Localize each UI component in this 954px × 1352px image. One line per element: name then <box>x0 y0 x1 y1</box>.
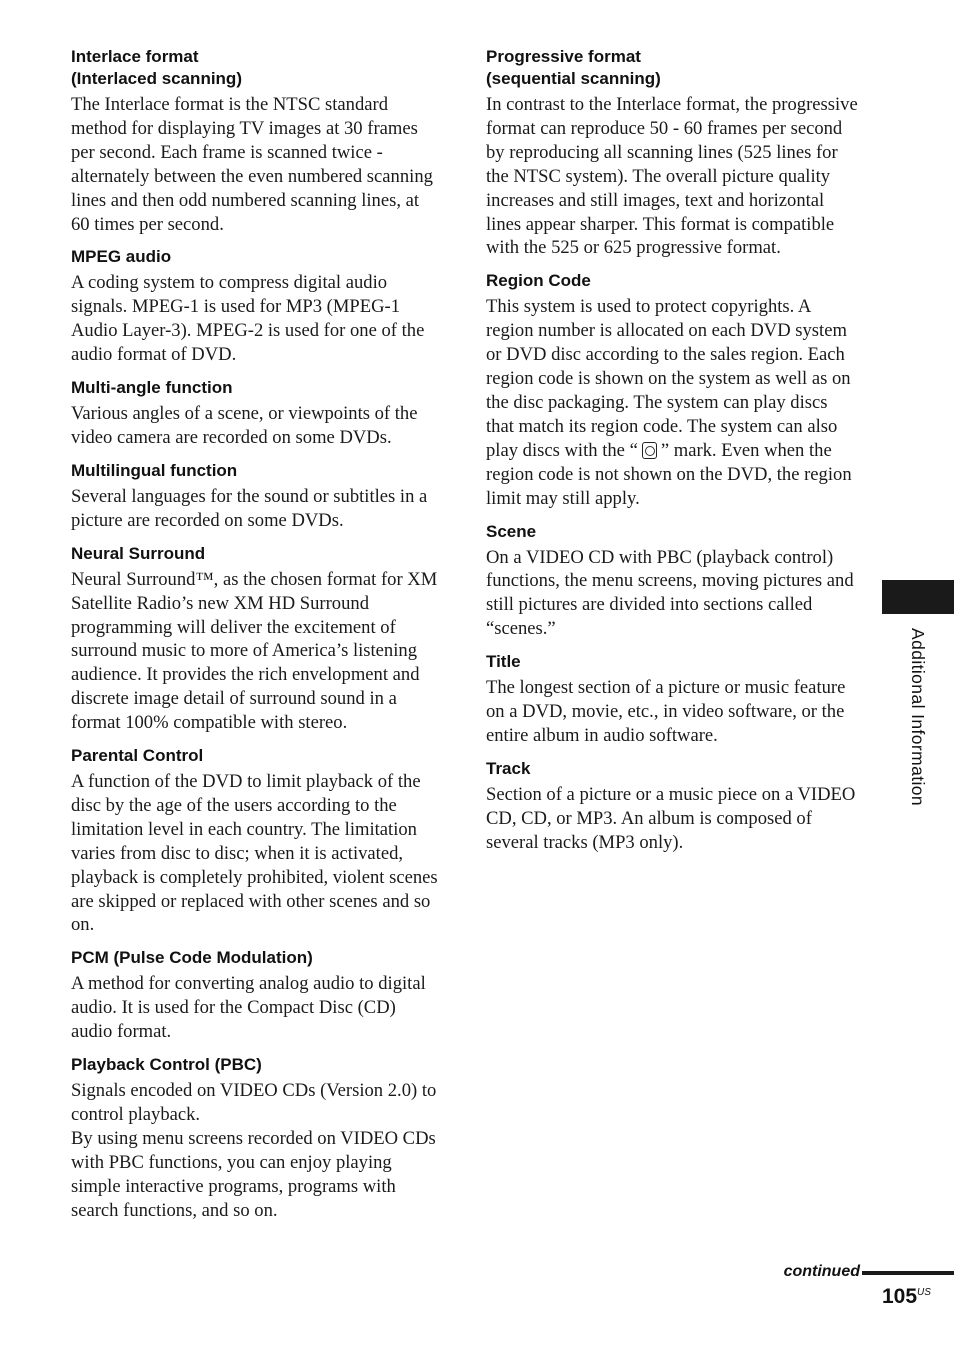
entry-body: A function of the DVD to limit playback of the disc by the age of the users according to the limitation level in each country. The limitation varies from disc to disc; when it is activated, playback is completely prohibited, violent scenes are skipped or replaced with other scenes and so on. <box>71 771 438 936</box>
entry-term: Region Code <box>486 271 591 291</box>
entry-body: In contrast to the Interlace format, the progressive format can reproduce 50 - 60 frames per second by reproducing all scanning lines (525 lines for the NTSC system). The overall picture quality increases and still images, text and horizontal lines appear sharper. This format is compatible with the 525 or 625 progressive format. <box>486 94 858 259</box>
glossary-entry-multilingual <box>71 460 441 533</box>
entry-body: The longest section of a picture or music feature on a DVD, movie, etc., in video software, or the entire album in audio software. <box>486 677 846 746</box>
glossary-entry-scene <box>486 521 858 642</box>
glossary-entry-progressive-format <box>486 46 858 260</box>
entry-body-part-1: This system is used to protect copyrights. A region number is allocated on each DVD system or DVD disc according to the sales region. Each region code is shown on the system as well as on the disc packaging. The system can play discs that match its region code. The system can also play discs with the “ <box>486 296 851 461</box>
glossary-entry-neural-surround <box>71 543 441 735</box>
entry-term: PCM (Pulse Code Modulation) <box>71 948 313 968</box>
entry-body: The Interlace format is the NTSC standard method for displaying TV images at 30 frames per second. Each frame is scanned twice - alternately between the even numbered scanning lines and then odd numbered scanning lines, at 60 times per second. <box>71 94 433 235</box>
page-number: 105 <box>882 1285 918 1308</box>
entry-body-part-2: ” mark. Even when the region code is not shown on the DVD, the region limit may still apply. <box>486 439 852 509</box>
glossary-entry-interlace-format <box>71 46 441 236</box>
entry-term: MPEG audio <box>71 247 172 267</box>
region-all-icon <box>642 442 657 459</box>
entry-body: On a VIDEO CD with PBC (playback control) functions, the menu screens, moving pictures and still pictures are divided into sections called “scenes.” <box>486 546 854 640</box>
entry-term: Scene <box>486 521 537 541</box>
entry-body: Neural Surround™, as the chosen format for XM Satellite Radio’s new XM HD Surround programming will deliver the excitement of surround music to more of America’s listening audience. It provides the rich envelopment and discrete image detail of surround sound in a format 100% compatible with stereo. <box>71 568 438 734</box>
section-tab-marker <box>882 580 954 614</box>
entry-term: Interlace format (Interlaced scanning) <box>71 47 242 88</box>
glossary-entry-parental-control <box>71 745 441 937</box>
entry-body <box>486 295 858 510</box>
entry-term: Parental Control <box>71 746 204 766</box>
glossary-entry-title <box>486 651 858 748</box>
glossary-entry-pcm <box>71 947 441 1044</box>
entry-term: Neural Surround <box>71 543 206 563</box>
continued-label: continued <box>783 1263 860 1280</box>
entry-term: Multilingual function <box>71 460 238 480</box>
glossary-entry-track <box>486 758 858 855</box>
entry-body: Various angles of a scene, or viewpoints of the video camera are recorded on some DVDs. <box>71 403 418 448</box>
entry-term: Multi-angle function <box>71 378 233 398</box>
continued-bar <box>862 1271 954 1275</box>
glossary-entry-multi-angle <box>71 377 441 450</box>
entry-body: A method for converting analog audio to digital audio. It is used for the Compact Disc (CD) audio format. <box>71 973 426 1043</box>
entry-body: Several languages for the sound or subtitles in a picture are recorded on some DVDs. <box>71 485 428 531</box>
entry-term: Progressive format (sequential scanning) <box>486 47 661 88</box>
glossary-entry-mpeg-audio <box>71 246 441 367</box>
entry-body: Signals encoded on VIDEO CDs (Version 2.0) to control playback. By using menu screens recorded on VIDEO CDs with PBC functions, you can enjoy playing simple interactive programs, programs with search functions, and so on. <box>71 1080 437 1221</box>
entry-term: Playback Control (PBC) <box>71 1055 262 1075</box>
entry-term: Track <box>486 758 531 778</box>
left-column <box>71 46 441 1233</box>
page-number-suffix: US <box>917 1287 931 1298</box>
entry-body: Section of a picture or a music piece on a VIDEO CD, CD, or MP3. An album is composed of several tracks (MP3 only). <box>486 783 856 853</box>
right-column <box>486 46 858 865</box>
glossary-entry-region-code <box>486 270 858 510</box>
section-tab-label: Additional Information <box>908 628 928 807</box>
entry-body: A coding system to compress digital audio signals. MPEG-1 is used for MP3 (MPEG-1 Audio Layer-3). MPEG-2 is used for one of the audio format of DVD. <box>71 272 425 366</box>
glossary-entry-pbc <box>71 1054 441 1222</box>
entry-term: Title <box>486 652 521 672</box>
